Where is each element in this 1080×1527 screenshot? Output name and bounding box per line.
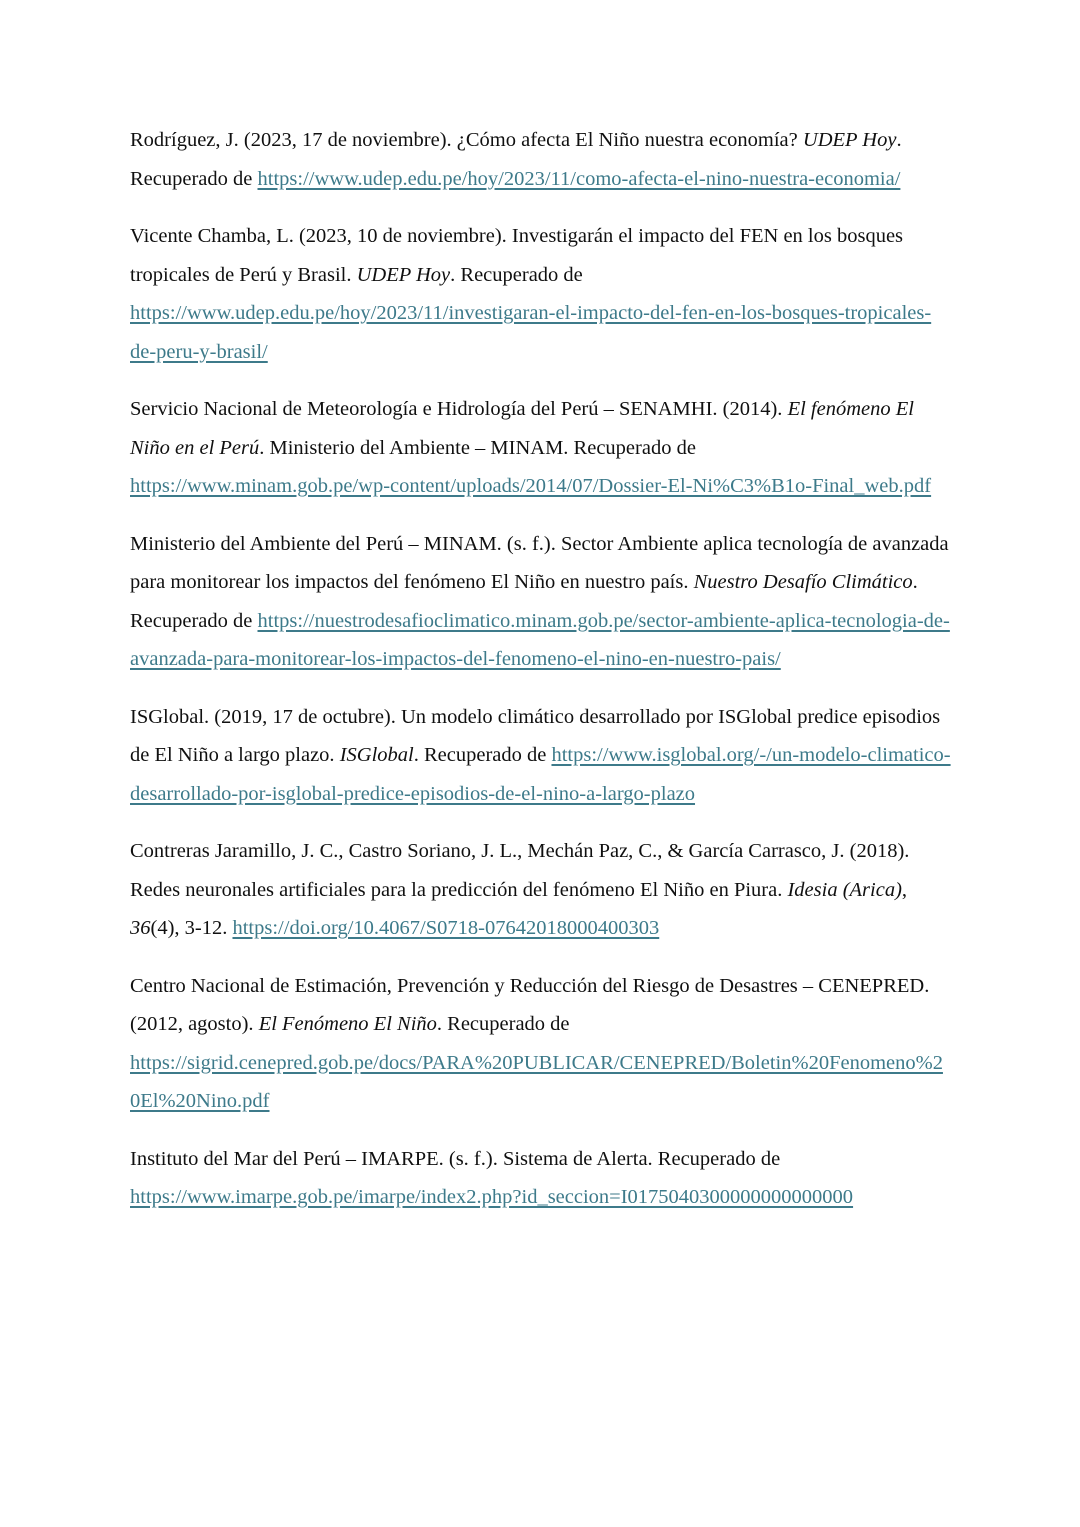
reference-text: Contreras Jaramillo, J. C., Castro Soriano, J. L., Mechán Paz, C., & García Carrasco, J. (2018). Redes neuronales artificiales para la predicción del fenómeno El Niño en Piura. — [130, 840, 910, 901]
reference-link[interactable]: https://www.udep.edu.pe/hoy/2023/11/investigaran-el-impacto-del-fen-en-los-bosques-tropicales-de-peru-y-brasil/ — [130, 302, 932, 363]
reference-entry — [130, 217, 952, 371]
reference-entry — [130, 390, 952, 506]
reference-text: Vicente Chamba, L. (2023, 10 de noviembre). Investigarán el impacto del FEN en los bosques tropicales de Perú y Brasil. — [130, 225, 904, 286]
reference-text: Ministerio del Ambiente del Perú – MINAM. (s. f.). Sector Ambiente aplica tecnología de avanzada para monitorear los impactos del fenómeno El Niño en nuestro país. — [130, 532, 949, 593]
reference-link[interactable]: https://nuestrodesafioclimatico.minam.gob.pe/sector-ambiente-aplica-tecnologia-de-avanzada-para-monitorear-los-impactos-del-fenomeno-el-nino-en-nuestro-pais/ — [130, 609, 950, 670]
reference-italic-title: Idesia (Arica) — [787, 878, 902, 901]
reference-link[interactable]: https://www.isglobal.org/-/un-modelo-climatico-desarrollado-por-isglobal-predice-episodios-de-el-nino-a-largo-plazo — [130, 744, 951, 805]
reference-text: Servicio Nacional de Meteorología e Hidrología del Perú – SENAMHI. (2014). — [130, 398, 788, 420]
reference-text: ISGlobal. (2019, 17 de octubre). Un modelo climático desarrollado por ISGlobal predice episodios de El Niño a largo plazo. — [130, 705, 941, 766]
reference-entry — [130, 832, 952, 948]
references-list — [130, 121, 952, 1217]
reference-entry — [130, 1140, 952, 1217]
reference-italic-title: El Fenómeno El Niño — [258, 1013, 437, 1035]
reference-italic-title: 36 — [130, 917, 151, 939]
reference-link[interactable]: https://doi.org/10.4067/S0718-07642018000400303 — [232, 917, 660, 939]
reference-link[interactable]: https://www.minam.gob.pe/wp-content/uploads/2014/07/Dossier-El-Ni%C3%B1o-Final_web.pdf — [130, 475, 932, 497]
reference-text: . Recuperado de — [130, 571, 918, 632]
reference-italic-title: Nuestro Desafío Climático — [693, 571, 913, 593]
reference-text: . Ministerio del Ambiente – MINAM. Recuperado de — [259, 436, 696, 459]
reference-text: . Recuperado de — [413, 744, 552, 766]
reference-entry — [130, 121, 952, 198]
reference-italic-title: UDEP Hoy — [802, 129, 897, 151]
reference-link[interactable]: https://sigrid.cenepred.gob.pe/docs/PARA%20PUBLICAR/CENEPRED/Boletin%20Fenomeno%20El%20Nino.pdf — [130, 1051, 943, 1112]
reference-italic-title: El fenómeno El Niño en el Perú — [130, 398, 914, 459]
reference-text: Centro Nacional de Estimación, Prevención y Reducción del Riesgo de Desastres – CENEPRED. (2012, agosto). — [130, 974, 930, 1035]
reference-link[interactable]: https://www.udep.edu.pe/hoy/2023/11/como-afecta-el-nino-nuestra-economia/ — [257, 167, 901, 190]
reference-text: , — [901, 878, 908, 901]
reference-entry — [130, 698, 952, 814]
reference-italic-title: UDEP Hoy — [356, 263, 451, 286]
reference-text: . Recuperado de — [450, 263, 583, 286]
reference-entry — [130, 525, 952, 679]
reference-link[interactable]: https://www.imarpe.gob.pe/imarpe/index2.php?id_seccion=I0175040300000000000000 — [130, 1186, 854, 1208]
reference-text: . Recuperado de — [130, 129, 902, 190]
reference-text: Rodríguez, J. (2023, 17 de noviembre). ¿Cómo afecta El Niño nuestra economía? — [130, 129, 803, 151]
reference-italic-title: ISGlobal — [339, 744, 414, 766]
reference-entry — [130, 967, 952, 1121]
reference-text: . Recuperado de — [436, 1013, 570, 1035]
reference-text: (4), 3-12. — [150, 917, 233, 939]
reference-text: Instituto del Mar del Perú – IMARPE. (s. f.). Sistema de Alerta. Recuperado de — [130, 1147, 781, 1170]
